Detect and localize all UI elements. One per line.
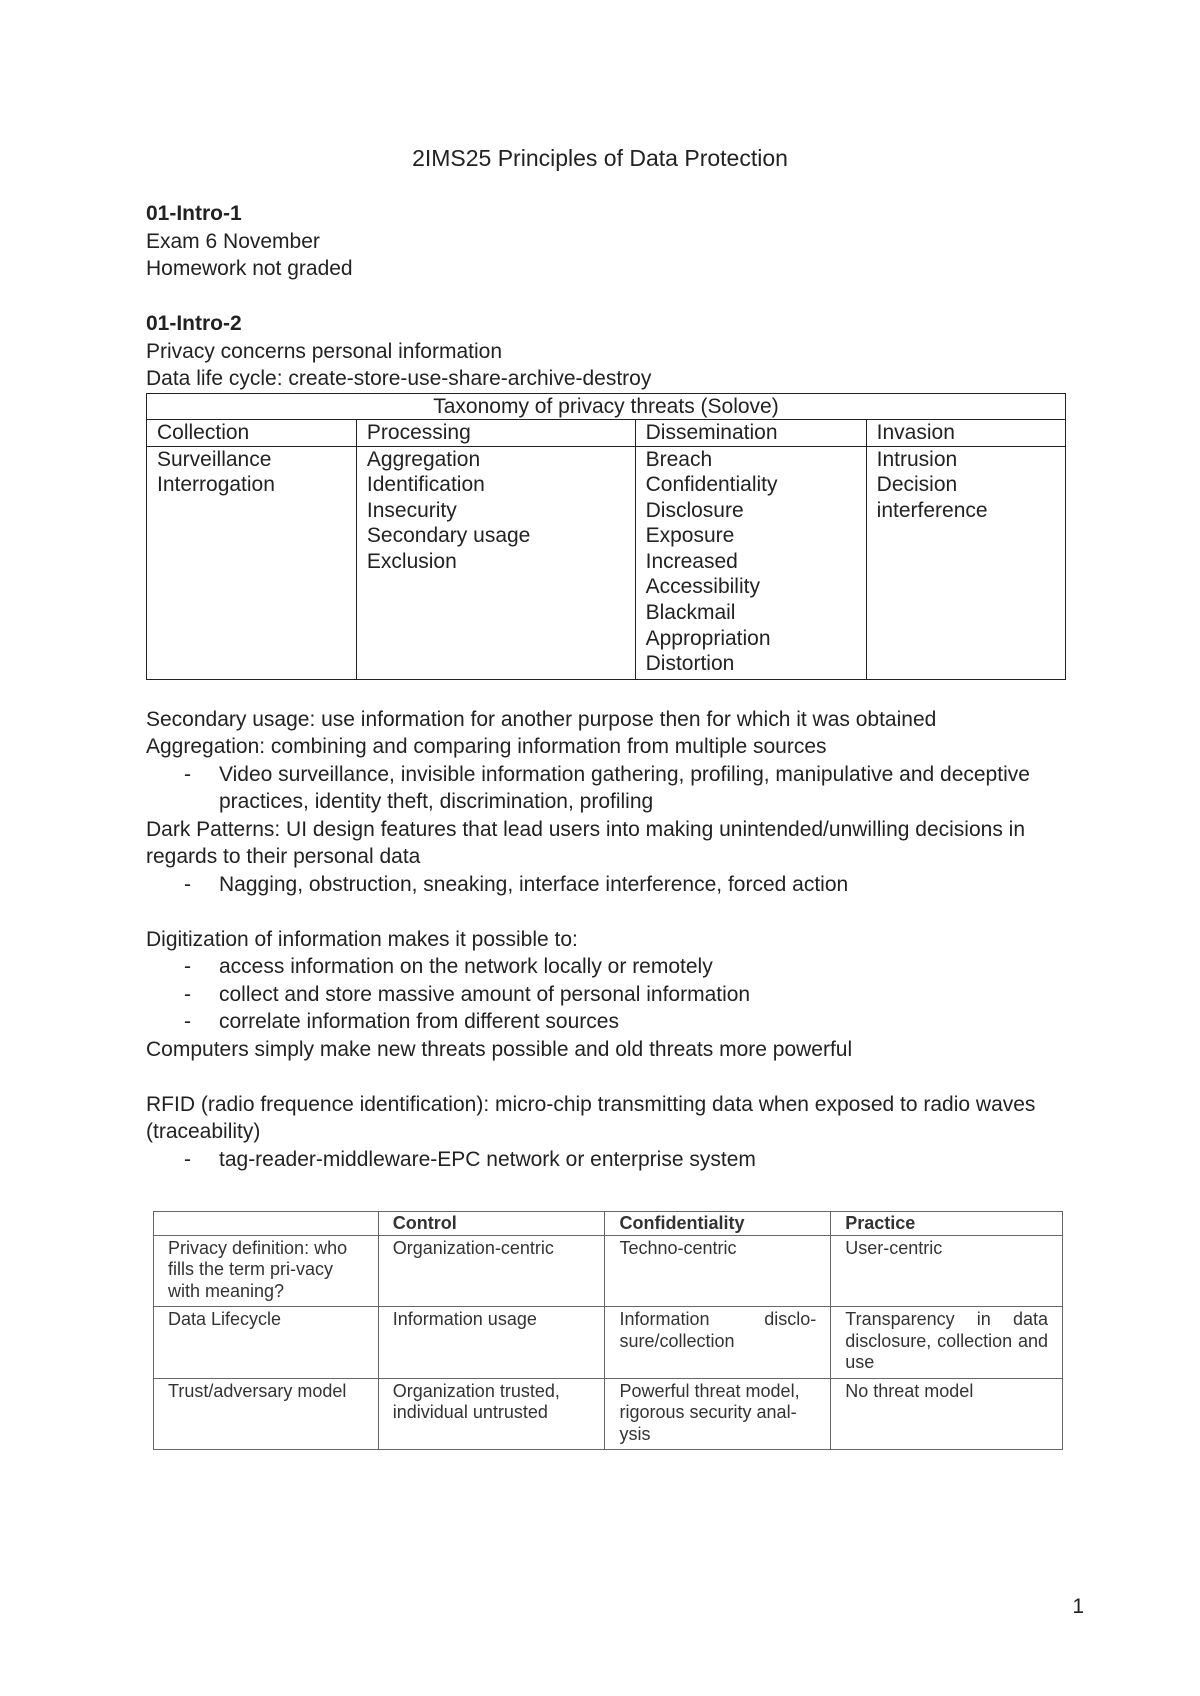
taxonomy-column-header: Processing xyxy=(356,420,635,447)
taxonomy-cell-processing xyxy=(356,446,635,679)
comparison-cell: Organization trusted, individual untrusted xyxy=(378,1378,605,1450)
text-line: RFID (radio frequence identification): micro-chip transmitting data when exposed to radio waves (traceability) xyxy=(146,1092,1036,1143)
bullet-text: access information on the network locally or remotely xyxy=(219,955,713,978)
taxonomy-cell-invasion xyxy=(866,446,1065,679)
section-heading-intro2: 01-Intro-2 xyxy=(146,312,242,335)
threat-item: Insecurity xyxy=(366,498,457,522)
comparison-cell: Trust/adversary model xyxy=(154,1378,379,1450)
bullet-item xyxy=(146,1008,1066,1036)
bullet-text: collect and store massive amount of personal information xyxy=(219,982,751,1006)
text-line: Digitization of information makes it possible to: xyxy=(146,927,578,951)
taxonomy-cell-dissemination xyxy=(635,446,866,679)
threat-item: Decision xyxy=(876,473,958,497)
taxonomy-column-header: Dissemination xyxy=(635,420,866,447)
text-line: Dark Patterns: UI design features that lead users into making unintended/unwilling decisions in regards to their personal data xyxy=(146,817,1025,868)
comparison-cell: No threat model xyxy=(831,1378,1063,1450)
threat-item: Breach xyxy=(645,447,713,471)
threat-item: Intrusion xyxy=(876,447,958,471)
text-line: Data life cycle: create-store-use-share-archive-destroy xyxy=(146,367,652,390)
text-line: Privacy concerns personal information xyxy=(146,339,502,363)
threat-item: interference xyxy=(876,498,988,522)
bullet-dash: - xyxy=(184,1147,191,1171)
bullet-item xyxy=(146,871,1066,899)
comparison-header: Confidentiality xyxy=(605,1212,831,1236)
text-line: Aggregation: combining and comparing information from multiple sources xyxy=(146,735,827,758)
bullet-text: Video surveillance, invisible information gathering, profiling, manipulative and deceptive practices, identity theft, discrimination, profiling xyxy=(219,762,1030,813)
bullet-dash: - xyxy=(184,762,191,786)
bullet-item xyxy=(146,981,1066,1009)
comparison-cell: User-centric xyxy=(831,1235,1063,1307)
comparison-header: Practice xyxy=(831,1212,1063,1236)
bullet-dash: - xyxy=(184,1010,191,1033)
bullet-text: correlate information from different sources xyxy=(219,1010,619,1033)
page-number: 1 xyxy=(1072,1595,1084,1618)
threat-item: Disclosure xyxy=(645,498,744,522)
threat-item: Increased xyxy=(645,549,738,573)
bullet-item xyxy=(146,761,1066,816)
comparison-cell: Transparency in data disclosure, collection and use xyxy=(831,1307,1063,1379)
section-heading-intro1: 01-Intro-1 xyxy=(146,202,242,225)
comparison-cell: Data Lifecycle xyxy=(154,1307,379,1379)
threat-item: Exposure xyxy=(645,524,735,548)
threat-item: Exclusion xyxy=(366,549,457,573)
text-line: Secondary usage: use information for another purpose then for which it was obtained xyxy=(146,707,937,731)
bullet-item xyxy=(146,953,1066,981)
threat-item: Interrogation xyxy=(157,473,275,497)
comparison-cell: Powerful threat model, rigorous security anal-ysis xyxy=(605,1378,831,1450)
bullet-item xyxy=(146,1146,1066,1174)
taxonomy-caption: Taxonomy of privacy threats (Solove) xyxy=(147,393,1066,420)
threat-item: Distortion xyxy=(645,652,735,676)
bullet-text: Nagging, obstruction, sneaking, interface interference, forced action xyxy=(219,872,849,896)
text-line: Computers simply make new threats possible and old threats more powerful xyxy=(146,1037,853,1061)
comparison-header: Control xyxy=(378,1212,605,1236)
taxonomy-cell-collection xyxy=(147,446,357,679)
threat-item: Aggregation xyxy=(366,447,481,471)
threat-item: Identification xyxy=(366,473,485,497)
comparison-header xyxy=(154,1212,379,1236)
threat-item: Secondary usage xyxy=(366,524,531,548)
comparison-cell: Privacy definition: who fills the term pri-vacy with meaning? xyxy=(154,1235,379,1307)
bullet-dash: - xyxy=(184,872,191,896)
taxonomy-column-header: Invasion xyxy=(866,420,1065,447)
document-title: 2IMS25 Principles of Data Protection xyxy=(412,145,788,171)
bullet-dash: - xyxy=(184,955,191,978)
bullet-text: tag-reader-middleware-EPC network or enterprise system xyxy=(219,1147,756,1171)
document-body xyxy=(146,0,1066,1450)
threat-item: Blackmail xyxy=(645,601,736,625)
taxonomy-table xyxy=(146,393,1066,680)
comparison-cell: Organization-centric xyxy=(378,1235,605,1307)
taxonomy-column-header: Collection xyxy=(147,420,357,447)
text-line: Homework not graded xyxy=(146,257,353,280)
comparison-table xyxy=(153,1211,1063,1450)
comparison-cell: Information disclo-sure/collection xyxy=(605,1307,831,1379)
comparison-cell: Techno-centric xyxy=(605,1235,831,1307)
threat-item: Surveillance xyxy=(157,447,272,471)
threat-item: Appropriation xyxy=(645,626,771,650)
text-line: Exam 6 November xyxy=(146,229,320,253)
bullet-dash: - xyxy=(184,982,191,1006)
comparison-cell: Information usage xyxy=(378,1307,605,1379)
threat-item: Accessibility xyxy=(645,575,760,599)
threat-item: Confidentiality xyxy=(645,473,778,497)
